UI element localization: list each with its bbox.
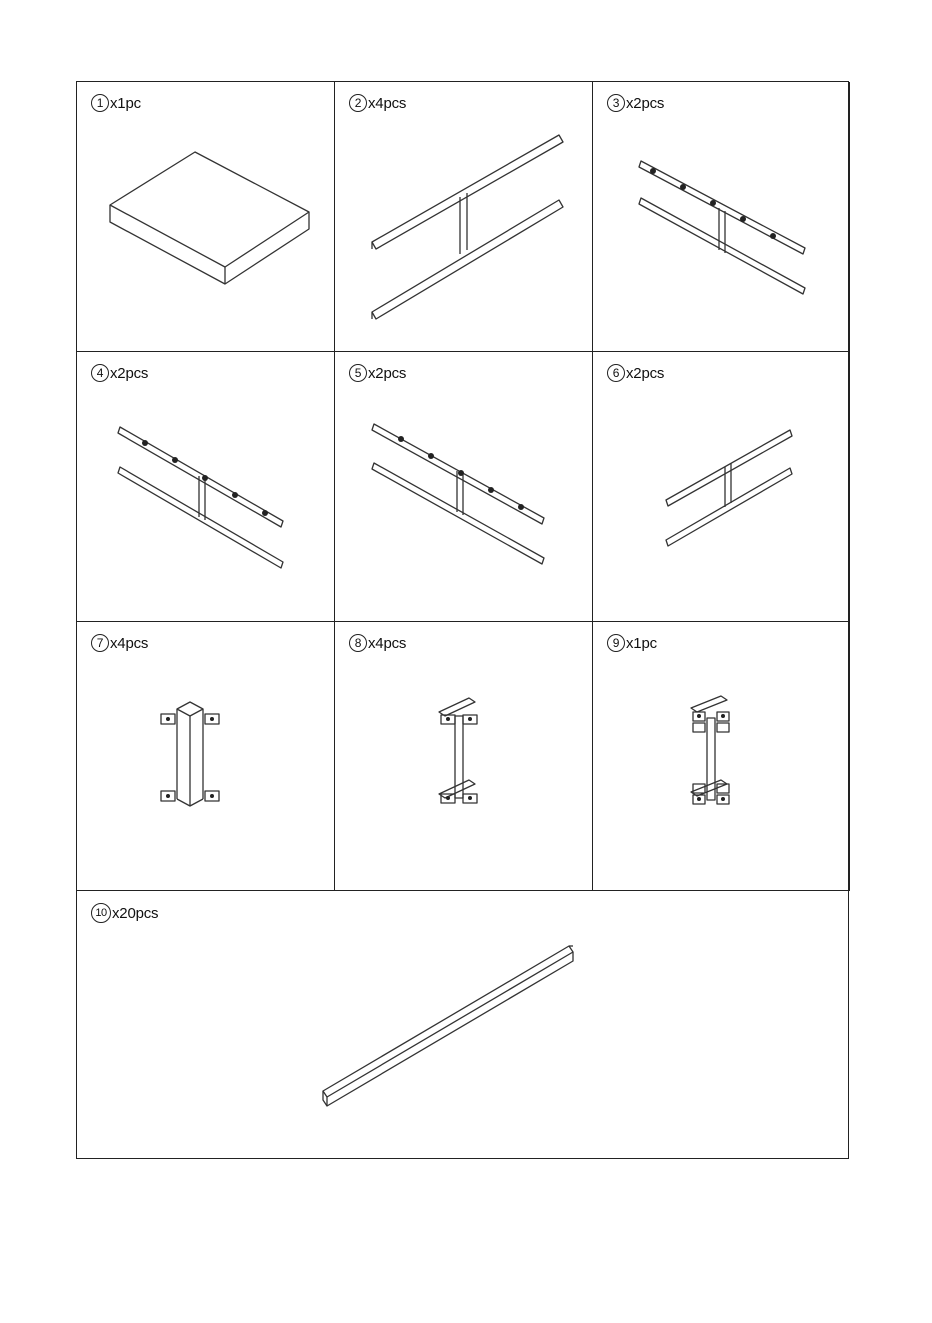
part-cell-5 (335, 352, 593, 622)
part-number-badge: 3 (607, 94, 625, 112)
part-quantity: x20pcs (112, 904, 159, 922)
part-quantity: x4pcs (110, 634, 149, 652)
part-quantity: x4pcs (368, 634, 407, 652)
part-cell-10 (77, 891, 850, 1160)
part-cell-8 (335, 622, 593, 891)
part-number-badge: 2 (349, 94, 367, 112)
part-quantity: x2pcs (110, 364, 149, 382)
part-quantity: x4pcs (368, 94, 407, 112)
part-number-badge: 1 (91, 94, 109, 112)
t-connector-post-icon (335, 622, 593, 891)
part-number-badge: 8 (349, 634, 367, 652)
cross-connector-post-icon (593, 622, 850, 891)
part-number-badge: 7 (91, 634, 109, 652)
h-frame-with-pegs-icon (335, 352, 593, 622)
part-number-badge: 6 (607, 364, 625, 382)
part-quantity: x1pc (110, 94, 141, 112)
part-cell-3 (593, 82, 850, 352)
part-quantity: x2pcs (626, 94, 665, 112)
part-cell-4 (77, 352, 335, 622)
slat-bar-icon (77, 891, 850, 1160)
part-cell-6 (593, 352, 850, 622)
part-cell-7 (77, 622, 335, 891)
mattress-board-icon (77, 82, 335, 352)
part-number-badge: 4 (91, 364, 109, 382)
h-frame-with-pegs-icon (593, 82, 850, 352)
part-cell-1 (77, 82, 335, 352)
part-quantity: x1pc (626, 634, 657, 652)
part-quantity: x2pcs (626, 364, 665, 382)
part-number-badge: 5 (349, 364, 367, 382)
corner-post-icon (77, 622, 335, 891)
h-frame-with-pegs-icon (77, 352, 335, 622)
h-frame-icon (335, 82, 593, 352)
part-number-badge: 10 (91, 903, 111, 923)
parts-list-table (76, 81, 849, 1159)
part-number-badge: 9 (607, 634, 625, 652)
small-h-frame-icon (593, 352, 850, 622)
part-cell-9 (593, 622, 850, 891)
part-cell-2 (335, 82, 593, 352)
part-quantity: x2pcs (368, 364, 407, 382)
